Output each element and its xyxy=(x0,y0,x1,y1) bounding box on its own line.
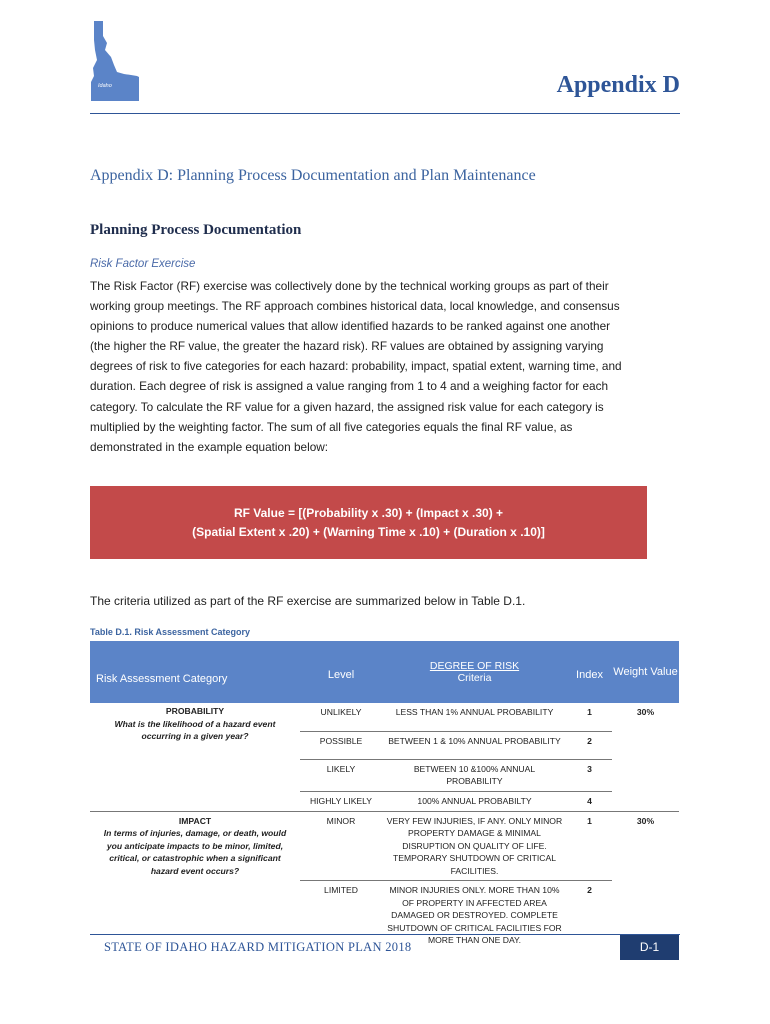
probability-category-cell xyxy=(90,703,300,811)
page-number: D-1 xyxy=(620,935,679,960)
section-title: Appendix D: Planning Process Documentation and Plan Maintenance xyxy=(90,167,536,184)
impact-category-cell xyxy=(90,811,300,950)
table-header-row xyxy=(90,641,679,703)
category-question: What is the likelihood of a hazard event occurring in a given year? xyxy=(114,718,276,741)
rf-exercise-paragraph xyxy=(90,276,680,457)
header-criteria xyxy=(382,641,567,703)
index-cell: 1 xyxy=(587,707,592,717)
header-criteria-label: Criteria xyxy=(457,672,492,684)
category-name: PROBABILITY xyxy=(165,706,225,716)
paragraph-line: degrees of risk to five categories for each hazard: probability, impact, spatial extent, warning time, and xyxy=(90,359,622,374)
paragraph-line: (the higher the RF value, the greater the hazard risk). RF values are obtained by assigning varying xyxy=(90,339,604,354)
header-degree-of-risk: DEGREE OF RISK xyxy=(429,660,520,672)
index-cell: 4 xyxy=(567,791,612,811)
header-index: Index xyxy=(567,641,612,703)
footer-divider xyxy=(90,934,680,935)
criteria-cell: LESS THAN 1% ANNUAL PROBABILITY xyxy=(395,707,554,717)
formula-line-1: RF Value = [(Probability x .30) + (Impact x .30) + xyxy=(233,506,504,520)
subheading: Planning Process Documentation xyxy=(90,222,302,238)
level-cell: LIKELY xyxy=(300,759,382,791)
criteria-cell: BETWEEN 10 &100% ANNUAL PROBABILITY xyxy=(382,759,567,791)
level-cell: MINOR xyxy=(300,811,382,881)
level-cell: HIGHLY LIKELY xyxy=(300,791,382,811)
rf-formula-box xyxy=(90,486,647,559)
header-category: Risk Assessment Category xyxy=(90,641,300,703)
paragraph-line: category. To calculate the RF value for a given hazard, the assigned risk value for each category is xyxy=(90,399,604,414)
table-row xyxy=(90,811,679,881)
paragraph-line: duration. Each degree of risk is assigned a value ranging from 1 to 4 and a weighing factor for each xyxy=(90,379,609,394)
table-row xyxy=(90,703,679,731)
appendix-title: Appendix D xyxy=(556,72,680,98)
paragraph-line: demonstrated in the example equation below: xyxy=(90,439,329,454)
criteria-cell: 100% ANNUAL PROBABILTY xyxy=(382,791,567,811)
weight-cell: 30% xyxy=(612,811,679,950)
level-cell: LIMITED xyxy=(300,881,382,950)
idaho-state-logo xyxy=(90,20,140,102)
level-cell: POSSIBLE xyxy=(300,731,382,759)
paragraph-line: opinions to produce numerical values that allow identified hazards to be ranked against one another xyxy=(90,319,611,334)
risk-assessment-table xyxy=(90,641,679,950)
paragraph-line: working group meetings. The RF approach combines historical data, local knowledge, and consensus xyxy=(90,299,620,314)
formula-line-2: (Spatial Extent x .20) + (Warning Time x .10) + (Duration x .10)] xyxy=(192,525,545,539)
footer-plan-title: STATE OF IDAHO HAZARD MITIGATION PLAN 2018 xyxy=(104,940,412,954)
header-divider xyxy=(90,113,680,114)
header-weight-value: Weight Value xyxy=(612,641,679,703)
index-cell: 3 xyxy=(567,759,612,791)
criteria-cell: VERY FEW INJURIES, IF ANY. ONLY MINOR PROPERTY DAMAGE & MINIMAL DISRUPTION ON QUALITY OF LIFE. TEMPORARY SHUTDOWN OF CRITICAL FACILITIES. xyxy=(382,811,567,881)
table-caption: Table D.1. Risk Assessment Category xyxy=(90,627,251,637)
level-cell: UNLIKELY xyxy=(320,707,362,717)
paragraph-line: The Risk Factor (RF) exercise was collectively done by the technical working groups as part of their xyxy=(90,279,609,293)
index-cell: 2 xyxy=(567,881,612,950)
logo-text: Idaho xyxy=(98,83,112,89)
weight-cell: 30% xyxy=(636,707,655,717)
category-question: In terms of injuries, damage, or death, would you anticipate impacts to be minor, limited, critical, or catastrophic when a significant hazard event occurs? xyxy=(103,828,287,876)
rf-exercise-heading: Risk Factor Exercise xyxy=(90,258,196,270)
criteria-cell: BETWEEN 1 & 10% ANNUAL PROBABILITY xyxy=(382,731,567,759)
header-level: Level xyxy=(300,641,382,703)
category-name: IMPACT xyxy=(178,815,212,826)
index-cell: 2 xyxy=(567,731,612,759)
paragraph-line: multiplied by the weighting factor. The sum of all five categories equals the final RF value, as xyxy=(90,419,573,434)
criteria-intro: The criteria utilized as part of the RF exercise are summarized below in Table D.1. xyxy=(90,594,526,608)
index-cell: 1 xyxy=(567,811,612,881)
criteria-cell: MINOR INJURIES ONLY. MORE THAN 10% OF PROPERTY IN AFFECTED AREA DAMAGED OR DESTROYED. COMPLETE SHUTDOWN OF CRITICAL FACILITIES FOR MORE THAN ONE DAY. xyxy=(382,881,567,950)
